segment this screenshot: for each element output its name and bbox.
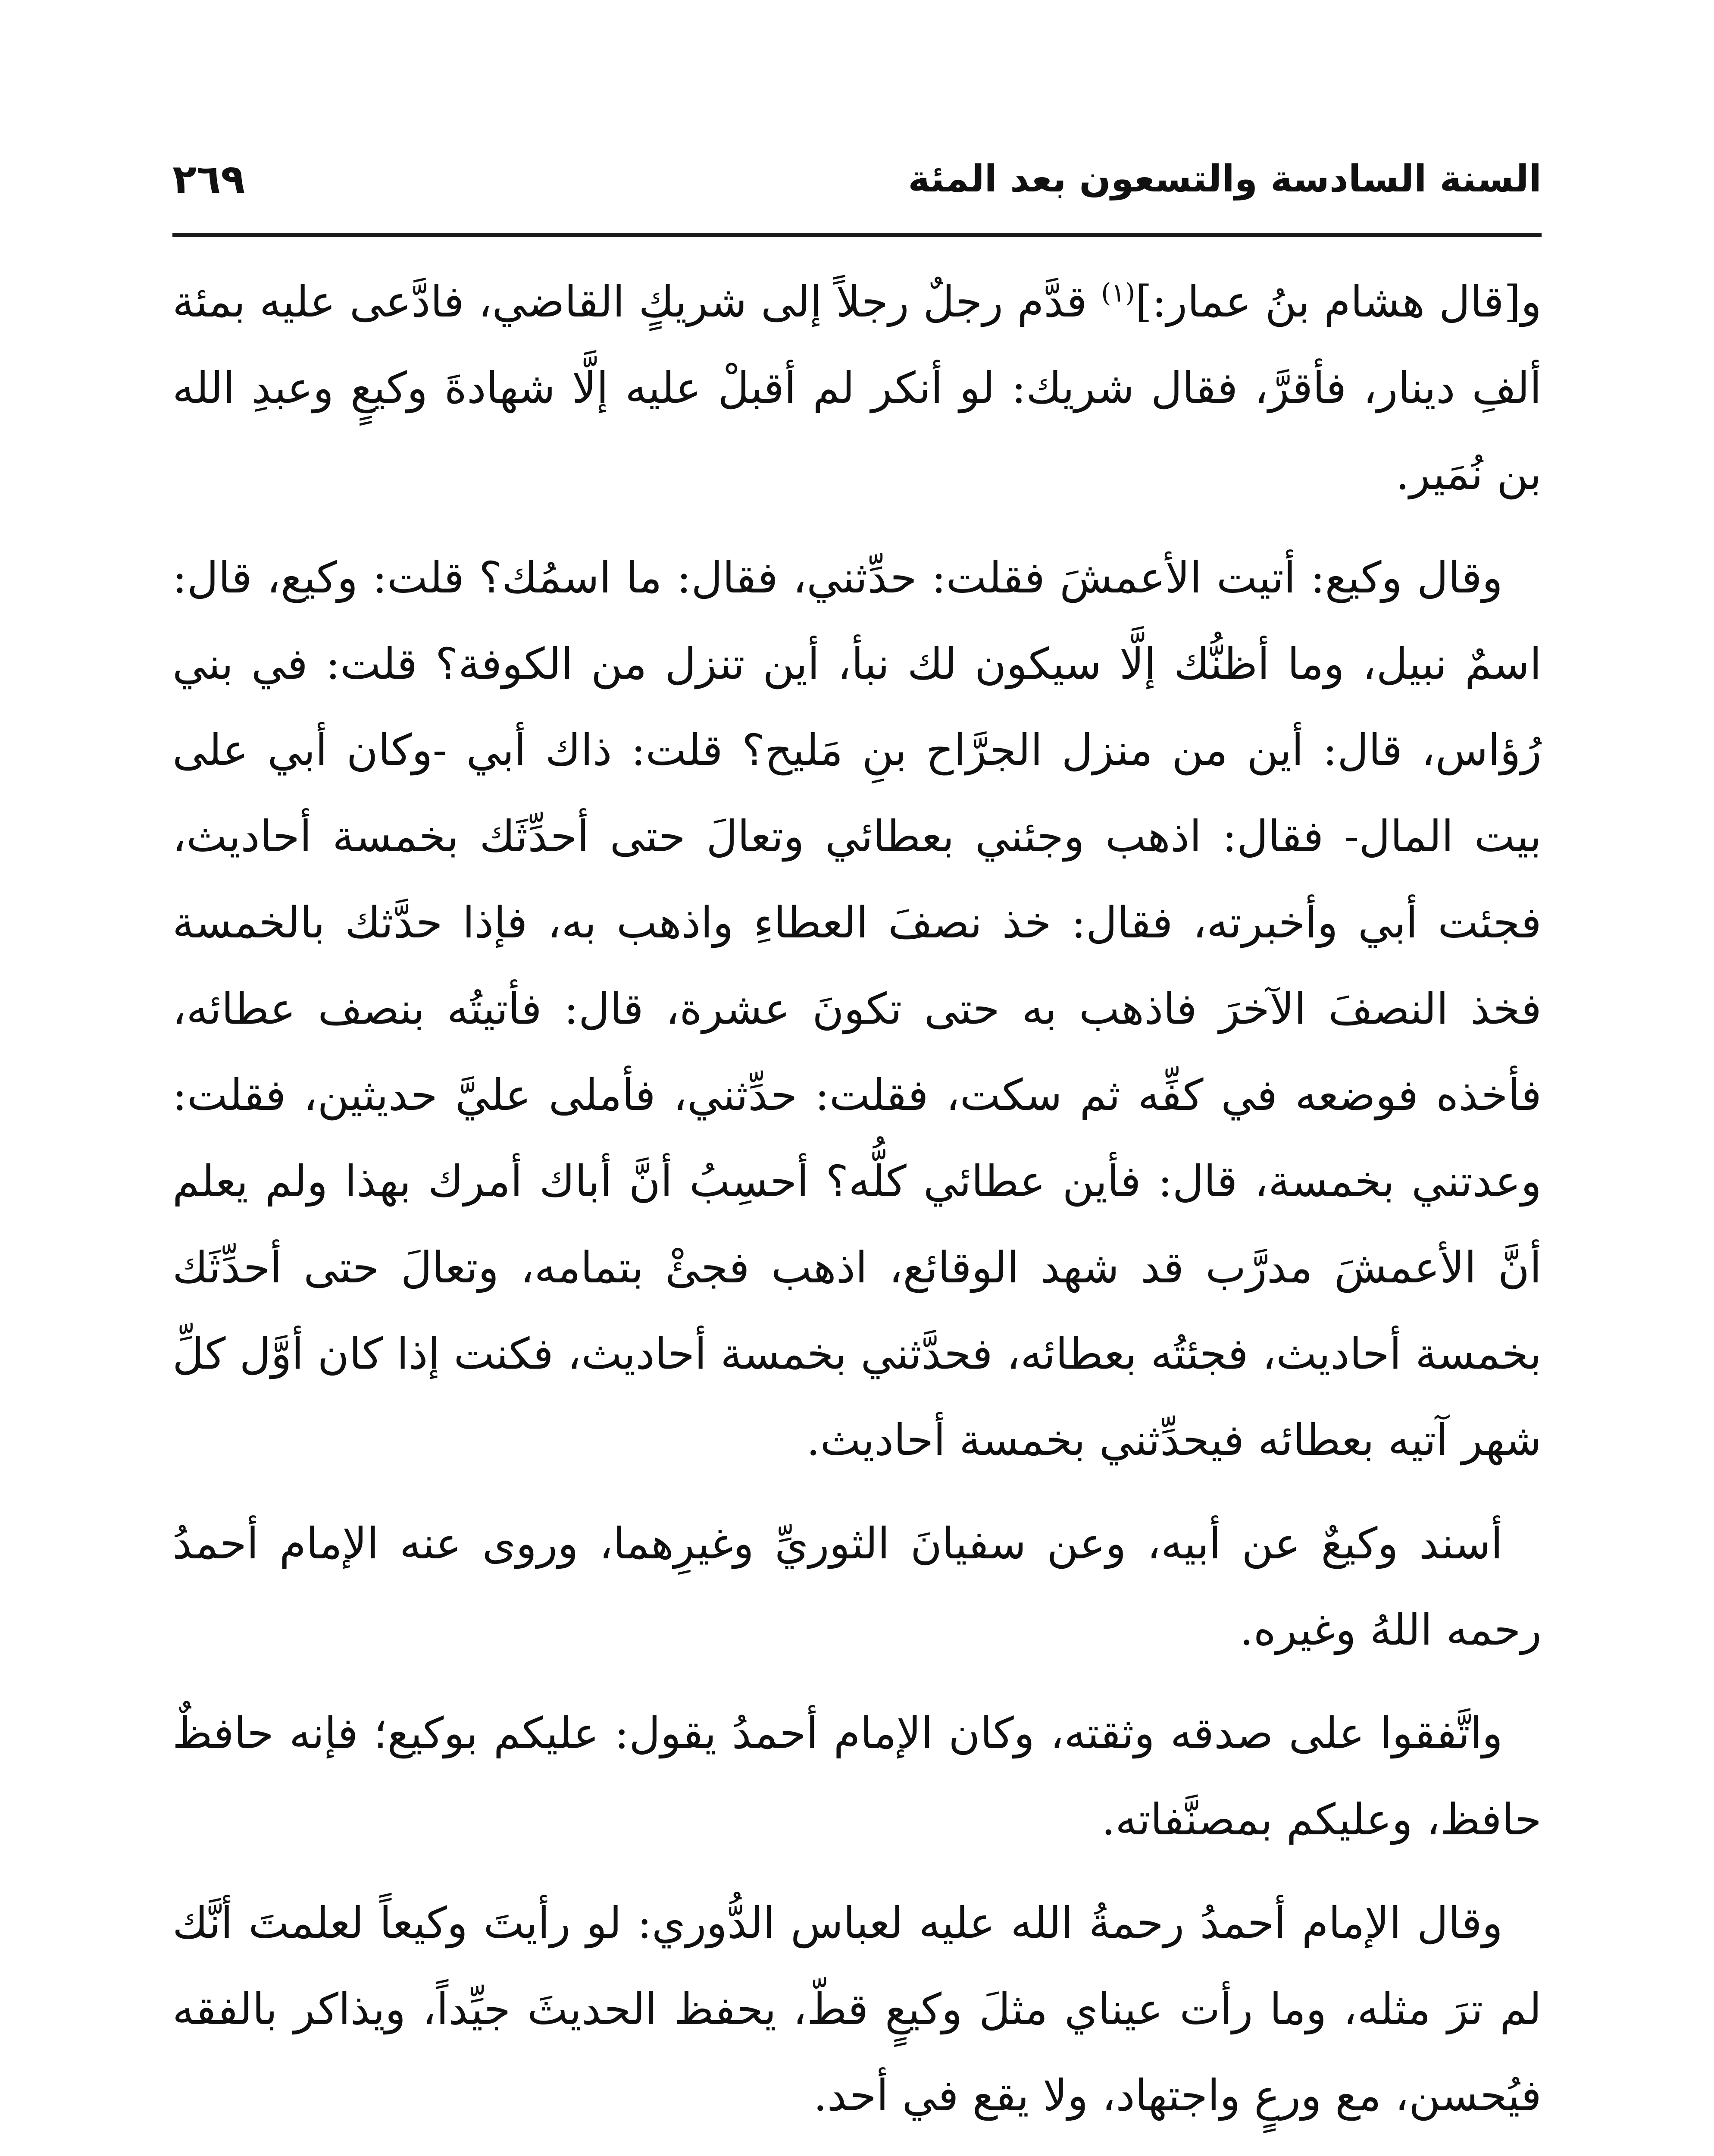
paragraph: [172, 535, 1542, 1483]
footnote-reference: (١): [1101, 278, 1135, 308]
paragraph-text: قدَّم رجلٌ رجلاً إلى شريكٍ القاضي، فادَّعى عليه بمئة ألفِ دينار، فأقرَّ، فقال شريك: لو أنكر لم أقبلْ عليه إلَّا شهادةَ وكيعٍ وعبدِ الله بن نُمَير.: [172, 276, 1542, 499]
running-header-title: السنة السادسة والتسعون بعد المئة: [908, 157, 1542, 201]
paragraph-text: و[قال هشام بنُ عمار:]: [1135, 276, 1542, 327]
running-header: [172, 147, 1542, 211]
paragraph-text: وقال الإمام أحمدُ رحمةُ الله عليه لعباس الدُّوري: لو رأيتَ وكيعاً لعلمتَ أنَّك لم ترَ مثله، وما رأت عيناي مثلَ وكيعٍ قطّ، يحفظ الحديثَ جيِّداً، ويذاكر بالفقه فيُحسن، مع ورعٍ واجتهاد، ولا يقع في أحد.: [172, 1898, 1542, 2121]
paragraph: [172, 1880, 1542, 2139]
paragraph-text: وقال وكيع: أتيت الأعمشَ فقلت: حدِّثني، فقال: ما اسمُك؟ قلت: وكيع، قال: اسمٌ نبيل، وما أظنُّك إلَّا سيكون لك نبأ، أين تنزل من الكوفة؟ قلت: في بني رُؤاس، قال: أين من منزل الجرَّاح بنِ مَليح؟ قلت: ذاك أبي -وكان أبي على بيت المال- فقال: اذهب وجئني بعطائي وتعالَ حتى أحدِّثَك بخمسة أحاديث، فجئت أبي وأخبرته، فقال: خذ نصفَ العطاءِ واذهب به، فإذا حدَّثك بالخمسة فخذ النصفَ الآخرَ فاذهب به حتى تكونَ عشرة، قال: فأتيتُه بنصف عطائه، فأخذه فوضعه في كفِّه ثم سكت، فقلت: حدِّثني، فأملى عليَّ حديثين، فقلت: وعدتني بخمسة، قال: فأين عطائي كلُّه؟ أحسِبُ أنَّ أباك أمرك بهذا ولم يعلم أنَّ الأعمشَ مدرَّب قد شهد الوقائع، اذهب فجئْ بتمامه، وتعالَ حتى أحدِّثَك بخمسة أحاديث، فجئتُه بعطائه، فحدَّثني بخمسة أحاديث، فكنت إذا كان أوَّل كلِّ شهر آتيه بعطائه فيحدِّثني بخمسة أحاديث.: [172, 552, 1542, 1465]
paragraph: [172, 259, 1542, 517]
paragraph-text: أسند وكيعٌ عن أبيه، وعن سفيانَ الثوريِّ وغيرِهما، وروى عنه الإمام أحمدُ رحمه اللهُ وغيره.: [172, 1518, 1542, 1655]
paragraph: [172, 1501, 1542, 1673]
header-rule: [172, 233, 1542, 237]
page-number: ٢٦٩: [172, 156, 245, 202]
paragraph: [172, 1690, 1542, 1863]
body-text: [172, 259, 1542, 2156]
paragraph-text: واتَّفقوا على صدقه وثقته، وكان الإمام أحمدُ يقول: عليكم بوكيع؛ فإنه حافظٌ حافظ، وعليكم بمصنَّفاته.: [172, 1708, 1542, 1845]
